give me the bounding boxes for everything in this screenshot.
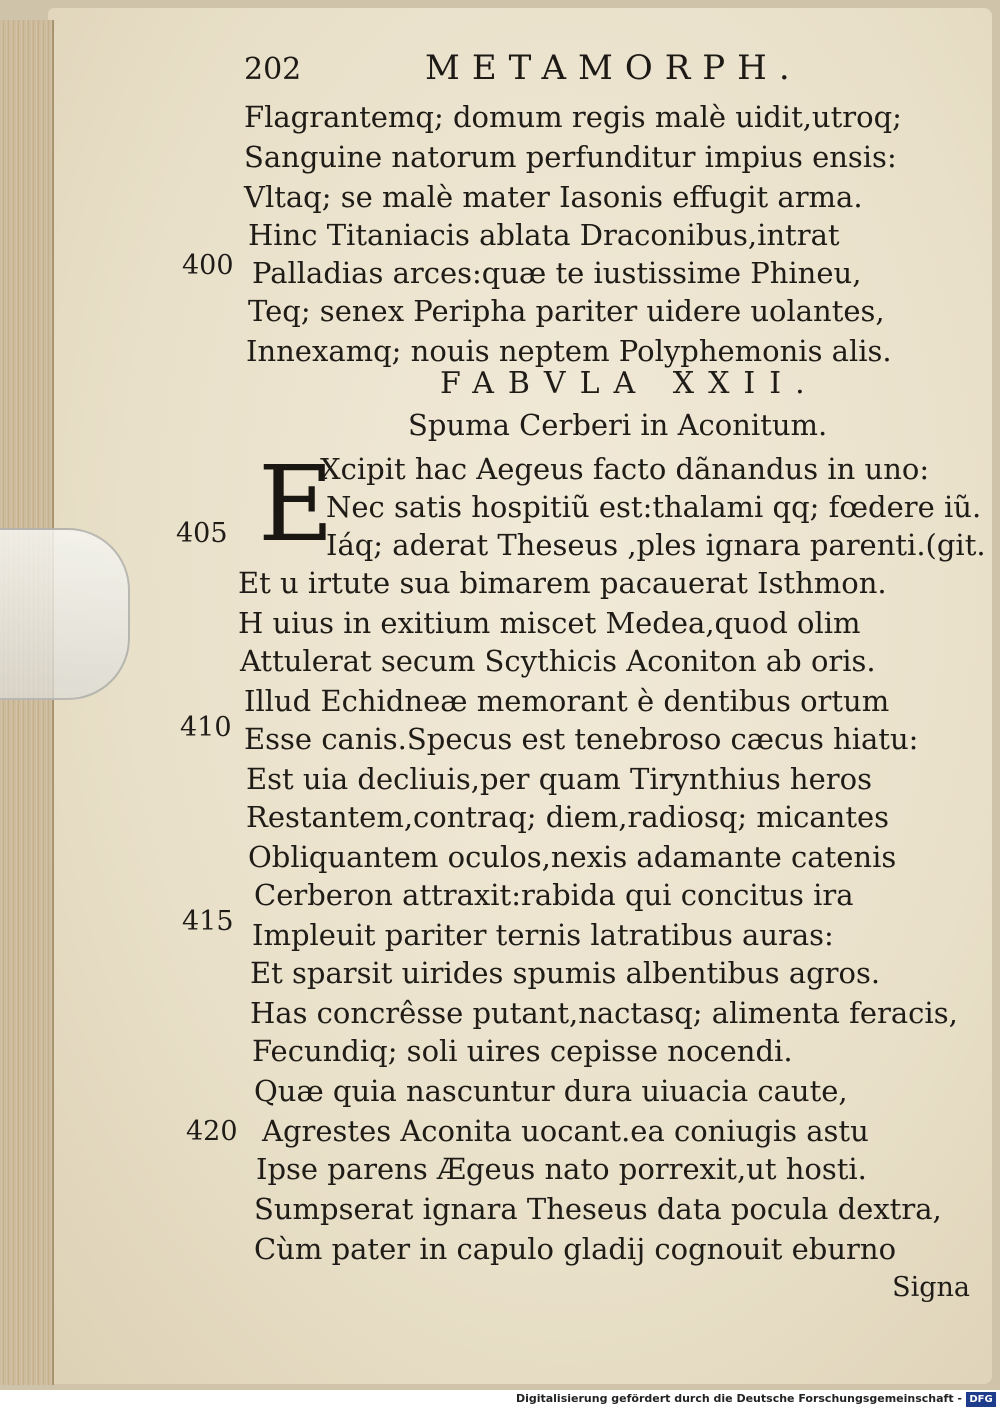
line-number: 420 (186, 1116, 238, 1147)
text-line: Xcipit hac Aegeus facto dãnandus in uno: (320, 452, 930, 486)
text-line: Impleuit pariter ternis latratibus auras: (252, 918, 834, 952)
text-line: Palladias arces:quæ te iustissime Phineu, (252, 256, 862, 290)
catchword: Signa (892, 1272, 970, 1303)
line-number: 405 (176, 518, 228, 549)
line-number: 415 (182, 906, 234, 937)
text-line: Est uia decliuis,per quam Tirynthius heros (246, 762, 872, 796)
text-line: Attulerat secum Scythicis Aconiton ab oris. (240, 644, 876, 678)
text-line: Fecundiq; soli uires cepisse nocendi. (252, 1034, 793, 1068)
footer-credit: Digitalisierung gefördert durch die Deutsche Forschungsgemeinschaft - (515, 1392, 962, 1405)
text-line: Obliquantem oculos,nexis adamante catenis (248, 840, 897, 874)
text-line: Illud Echidneæ memorant è dentibus ortum (244, 684, 890, 718)
text-line: Quæ quia nascuntur dura uiuacia caute, (254, 1074, 848, 1108)
text-line: Innexamq; nouis neptem Polyphemonis alis. (246, 334, 892, 368)
text-line: Has concrêsse putant,nactasq; alimenta feracis, (250, 996, 958, 1030)
drop-cap: E (258, 443, 334, 565)
text-line: Sumpserat ignara Theseus data pocula dextra, (254, 1192, 942, 1226)
text-line: Et sparsit uirides spumis albentibus agros. (250, 956, 881, 990)
page-clip (0, 528, 130, 700)
text-line: H uius in exitium miscet Medea,quod olim (238, 606, 861, 640)
text-line: Iáq; aderat Theseus ,ples ignara parenti.(git. (326, 528, 986, 562)
text-line: Nec satis hospitiũ est:thalami qq; fœdere iũ. (326, 490, 982, 524)
text-line: Et u irtute sua bimarem pacauerat Isthmon. (238, 566, 887, 600)
line-number: 400 (182, 250, 234, 281)
text-line: Hinc Titaniacis ablata Draconibus,intrat (248, 218, 840, 252)
page-number: 202 (244, 52, 302, 87)
text-line: Restantem,contraq; diem,radiosq; micantes (246, 800, 890, 834)
dfg-logo-icon: DFG (966, 1392, 996, 1407)
page-header (0, 48, 1000, 92)
running-title: METAMORPH. (425, 48, 802, 88)
fable-subheading: Spuma Cerberi in Aconitum. (408, 408, 828, 442)
text-line: Agrestes Aconita uocant.ea coniugis astu (262, 1114, 869, 1148)
text-line: Cerberon attraxit:rabida qui concitus ira (254, 878, 854, 912)
footer-bar (0, 1390, 1000, 1410)
page-edges (0, 20, 54, 1385)
text-line: Ipse parens Ægeus nato porrexit,ut hosti. (256, 1152, 867, 1186)
text-line: Vltaq; se malè mater Iasonis effugit arma. (244, 180, 863, 214)
text-line: Cùm pater in capulo gladij cognouit eburno (254, 1232, 897, 1266)
text-line: Teq; senex Peripha pariter uidere uolantes, (248, 294, 885, 328)
text-line: Flagrantemq; domum regis malè uidit,utroq; (244, 100, 902, 134)
fable-heading: FABVLA XXII. (440, 366, 819, 401)
text-line: Sanguine natorum perfunditur impius ensis: (244, 140, 897, 174)
text-line: Esse canis.Specus est tenebroso cæcus hiatu: (244, 722, 919, 756)
line-number: 410 (180, 712, 232, 743)
